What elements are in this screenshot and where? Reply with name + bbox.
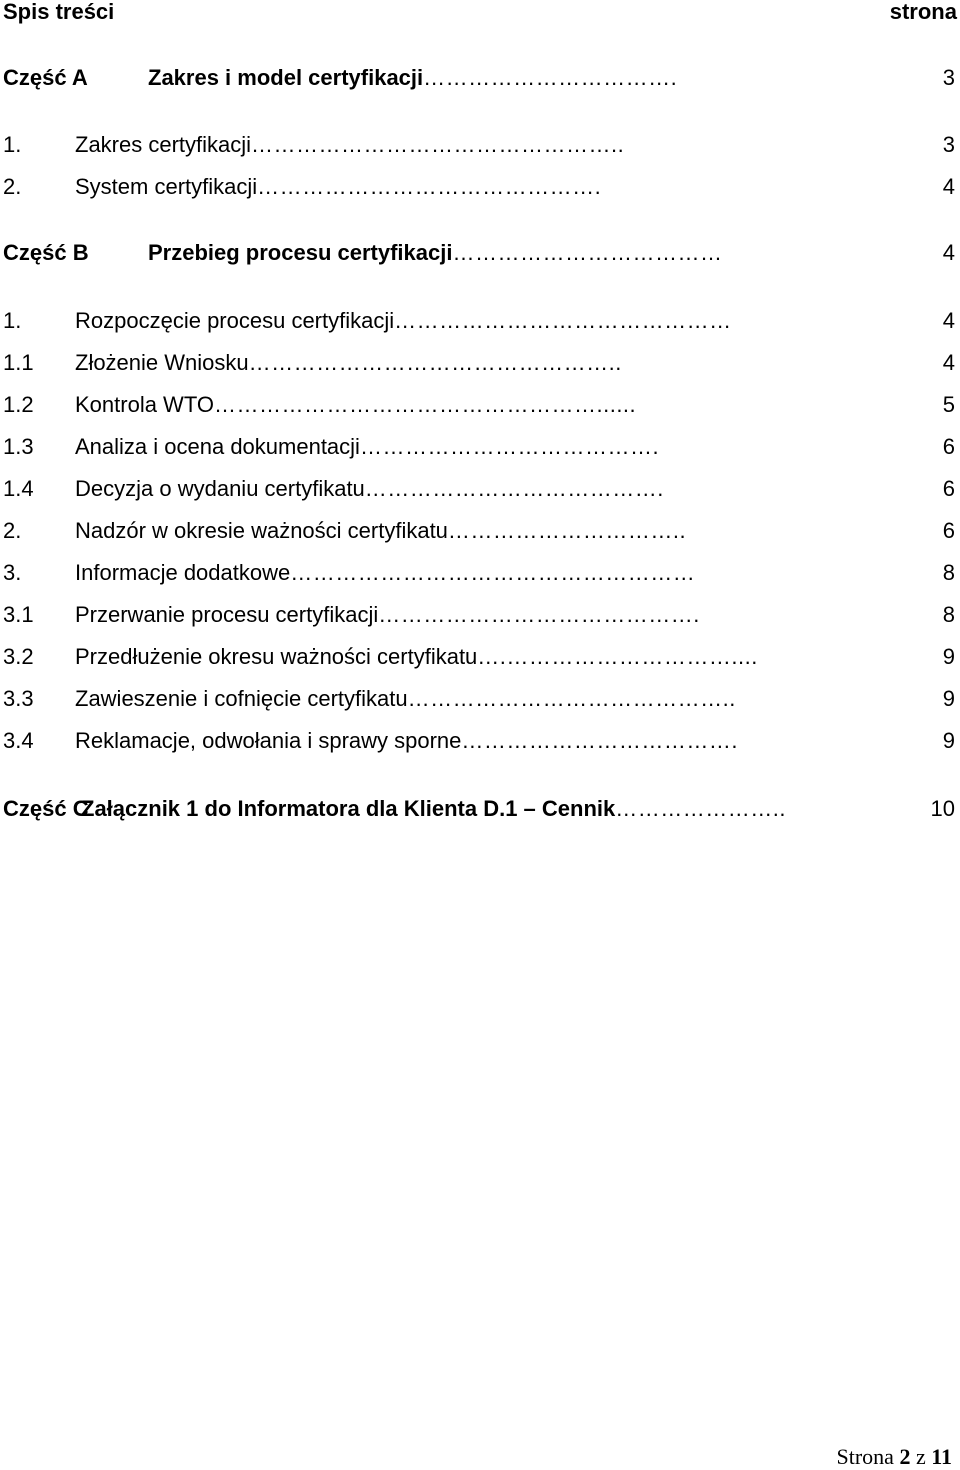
toc-entry-page: 4 [942, 350, 955, 375]
toc-entry-leader: ………………………………………….. [248, 350, 622, 375]
toc-entry[interactable] [3, 65, 955, 95]
toc-entry-leader: ………………….. [615, 796, 786, 821]
toc-entry-page: 6 [942, 476, 955, 501]
toc-entry-number: 1.1 [3, 350, 34, 375]
toc-entry-page: 9 [942, 644, 955, 669]
toc-entry-number: Część B [3, 240, 89, 265]
toc-entry-number: 3.1 [3, 602, 34, 627]
toc-entry[interactable] [3, 476, 955, 506]
toc-entry-page: 4 [942, 308, 955, 333]
toc-entry-page: 3 [942, 132, 955, 157]
toc-entry-leader: ………………………………………. [257, 174, 602, 199]
toc-entry[interactable] [3, 132, 955, 162]
toc-entry-number: 1. [3, 308, 22, 333]
toc-entry-number: 1.3 [3, 434, 34, 459]
toc-entry-title: Rozpoczęcie procesu certyfikacji [75, 308, 395, 333]
toc-entry-title: Złożenie Wniosku [75, 350, 249, 375]
toc-entry-number: 1.2 [3, 392, 34, 417]
toc-entry-leader: ……………………………………. [378, 602, 700, 627]
toc-entry-page: 9 [942, 686, 955, 711]
toc-entry-number: 1. [3, 132, 22, 157]
toc-entry-leader: ……………………………. [423, 65, 678, 90]
toc-entry[interactable] [3, 240, 955, 270]
toc-entry-number: 3.3 [3, 686, 34, 711]
toc-entry-title: Kontrola WTO [75, 392, 214, 417]
footer-prefix: Strona [836, 1444, 900, 1469]
toc-entry[interactable] [3, 174, 955, 204]
toc-entry-title: Zakres certyfikacji [75, 132, 252, 157]
toc-entry-leader: …………………………………. [359, 434, 660, 459]
toc-entry-title: Zawieszenie i cofnięcie certyfikatu [75, 686, 408, 711]
toc-entry-number: Część A [3, 65, 88, 90]
toc-entry-leader: ……………………………………………… [290, 560, 696, 585]
toc-entry-leader: ………………………………………….. [251, 132, 625, 157]
toc-entry[interactable] [3, 350, 955, 380]
toc-entry-number: 3. [3, 560, 22, 585]
toc-entry-leader: ….………………………….... [477, 644, 758, 669]
toc-entry-page: 9 [942, 728, 955, 753]
toc-entry-leader: ……………………………………… [394, 308, 732, 333]
toc-entry-number: Część C [3, 796, 89, 821]
toc-entry[interactable] [3, 602, 955, 632]
toc-entry[interactable] [3, 392, 955, 422]
toc-entry-title: Przerwanie procesu certyfikacji [75, 602, 379, 627]
toc-entry-leader: ……………………………… [452, 240, 723, 265]
footer-separator: z [910, 1444, 932, 1469]
toc-entry[interactable] [3, 308, 955, 338]
toc-entry[interactable] [3, 518, 955, 548]
toc-entry-page: 6 [942, 434, 955, 459]
toc-entry-number: 3.4 [3, 728, 34, 753]
toc-entry-title: Analiza i ocena dokumentacji [75, 434, 360, 459]
toc-entry-title: Załącznik 1 do Informatora dla Klienta D.1 – Cennik [81, 796, 616, 821]
toc-entry-leader: …………………………………….. [407, 686, 736, 711]
toc-entry-title: Zakres i model certyfikacji [148, 65, 424, 90]
toc-entry-title: System certyfikacji [75, 174, 258, 199]
toc-entry-leader: …………………………………. [364, 476, 664, 501]
toc-entry-page: 5 [942, 392, 955, 417]
toc-entry-leader: ……………………………………………...... [213, 392, 637, 417]
toc-entry-title: Reklamacje, odwołania i sprawy sporne [75, 728, 462, 753]
footer-total-pages: 11 [931, 1444, 952, 1469]
toc-entry-page: 10 [930, 796, 955, 821]
toc-entry-title: Informacje dodatkowe [75, 560, 291, 585]
toc-entry-page: 8 [942, 602, 955, 627]
toc-entry[interactable] [3, 728, 955, 758]
toc-entry-page: 8 [942, 560, 955, 585]
toc-entry-title: Nadzór w okresie ważności certyfikatu [75, 518, 448, 543]
toc-entry-number: 2. [3, 518, 22, 543]
toc-entry-number: 3.2 [3, 644, 34, 669]
toc-entry[interactable] [3, 644, 955, 674]
toc-heading: Spis treści [3, 0, 115, 24]
page-column-heading: strona [889, 0, 957, 24]
toc-entry[interactable] [3, 560, 955, 590]
footer-current-page: 2 [899, 1444, 911, 1469]
toc-entry-leader: ………………………………. [461, 728, 739, 753]
toc-entry-leader: ………………………….. [447, 518, 687, 543]
toc-entry-page: 6 [942, 518, 955, 543]
toc-entry[interactable] [3, 434, 955, 464]
toc-entry-title: Przebieg procesu certyfikacji [148, 240, 453, 265]
toc-entry[interactable] [3, 796, 955, 826]
toc-entry-page: 3 [942, 65, 955, 90]
toc-entry-title: Decyzja o wydaniu certyfikatu [75, 476, 365, 501]
toc-entry-number: 2. [3, 174, 22, 199]
toc-entry-page: 4 [942, 240, 955, 265]
toc-entry-title: Przedłużenie okresu ważności certyfikatu [75, 644, 478, 669]
toc-entry-page: 4 [942, 174, 955, 199]
toc-entry[interactable] [3, 686, 955, 716]
toc-entry-number: 1.4 [3, 476, 34, 501]
page-footer [836, 1444, 952, 1470]
